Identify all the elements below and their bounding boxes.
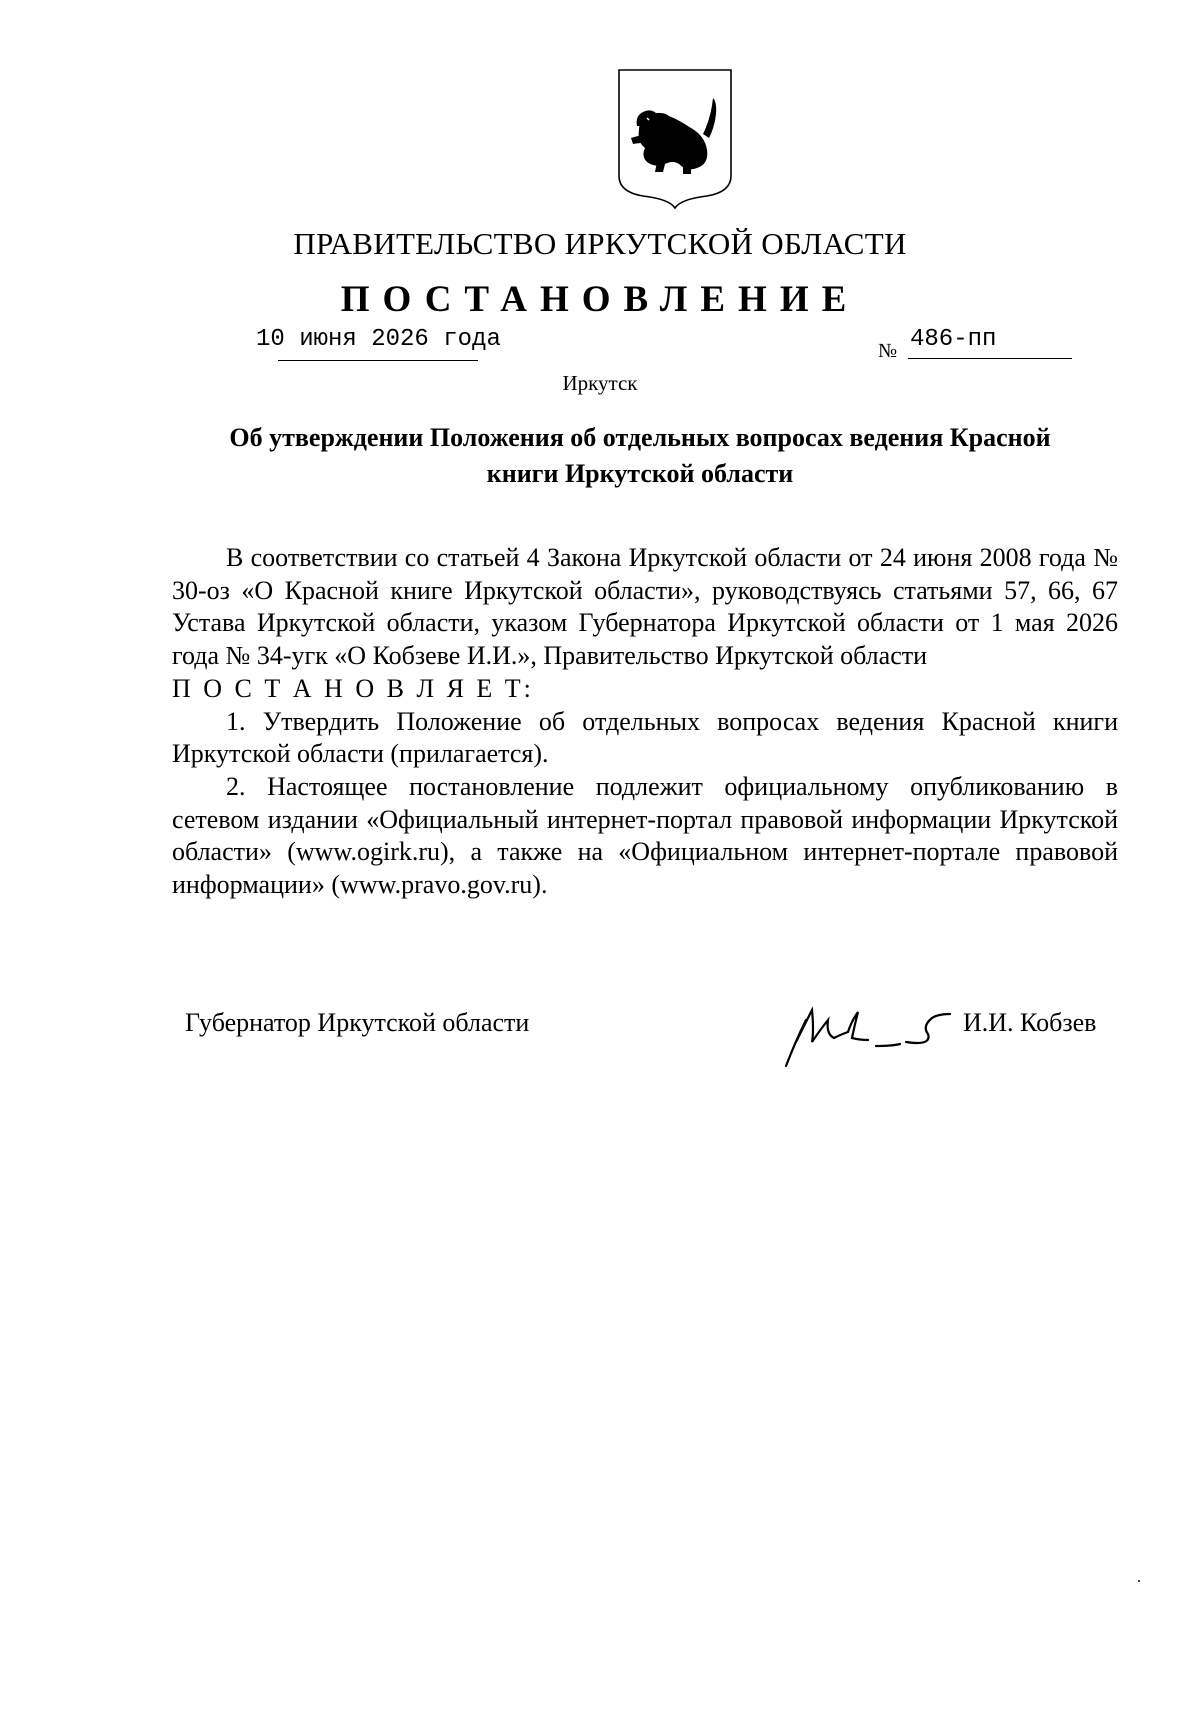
document-date: 10 июня 2026 года [256,326,501,353]
document-number: 486-пп [910,326,997,353]
document-type-title: ПОСТАНОВЛЕНИЕ [340,279,860,320]
number-underline [908,358,1072,359]
coat-of-arms-icon [617,68,733,210]
handwritten-signature [782,990,962,1070]
subject-line-1: Об утверждении Положения об отдельных вопросах ведения Красной [229,423,1051,452]
signer-name: И.И. Кобзев [963,1008,1097,1037]
date-underline [278,360,478,361]
issuer-name: ПРАВИТЕЛЬСТВО ИРКУТСКОЙ ОБЛАСТИ [293,226,907,261]
document-subject [175,420,1105,492]
resolves-heading: П О С Т А Н О В Л Я Е Т: [172,673,534,703]
city-name: Иркутск [562,371,638,395]
item-1-paragraph: 1. Утвердить Положение об отдельных вопросах ведения Красной книги Иркутской области (прилагается). [172,706,1118,769]
preamble-paragraph: В соответствии со статьей 4 Закона Иркутской области от 24 июня 2008 года № 30-оз «О Красной книге Иркутской области», руководствуясь статьями 57, 66, 67 Устава Иркутской области, указом Губернатора Иркутской области от 1 мая 2026 года № 34-угк «О Кобзеве И.И.», Правительство Иркутской области [172,543,1118,671]
number-sign: № [878,340,898,362]
subject-line-2: книги Иркутской области [486,459,794,488]
document-body [172,542,1118,902]
item-2-paragraph: 2. Настоящее постановление подлежит официальному опубликованию в сетевом издании «Официальный интернет-портал правовой информации Иркутской области» (www.ogirk.ru), а также на «Официальном интернет-портале правовой информации» (www.pravo.gov.ru). [172,771,1118,900]
signer-title: Губернатор Иркутской области [185,1008,530,1037]
scan-speck [1138,1580,1140,1582]
